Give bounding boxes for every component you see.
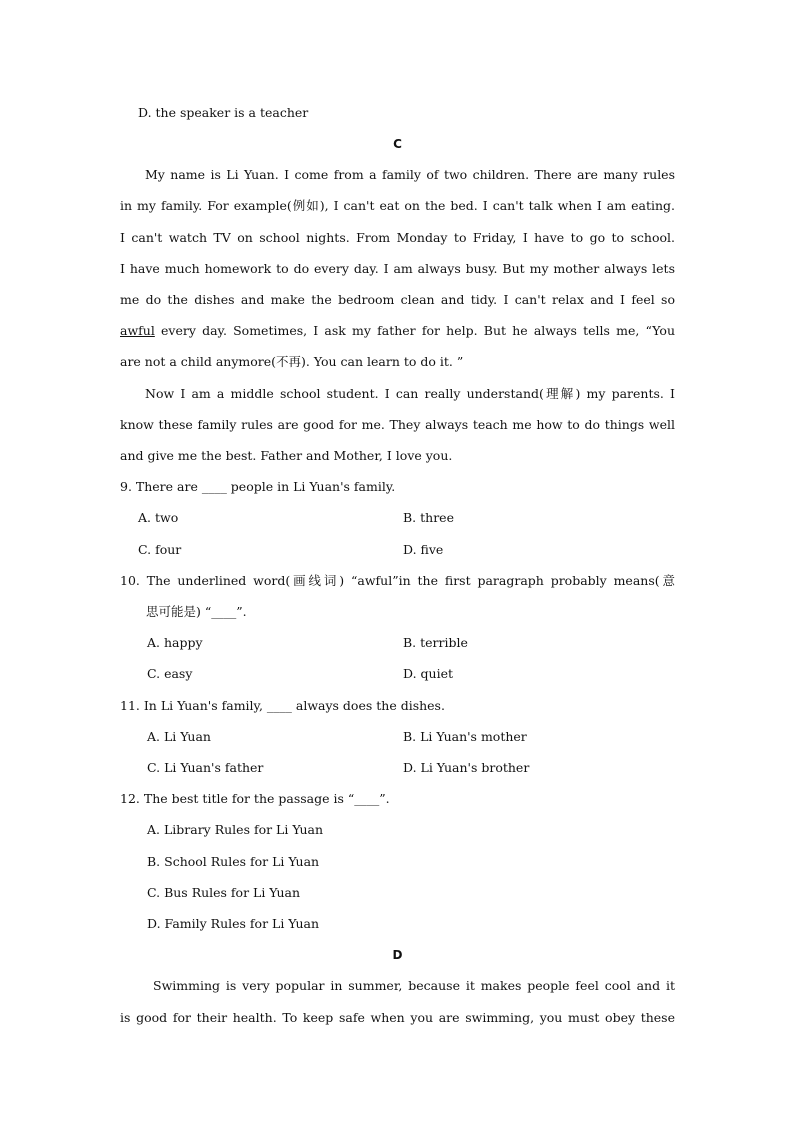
passage-d-line: is good for their health. To keep safe when you are swimming, you must obey these bbox=[120, 1010, 675, 1025]
question-10-stem: 10. The underlined word(画线词) “awful”in the first paragraph probably means(意 bbox=[120, 573, 675, 588]
question-10-option-b: B. terrible bbox=[403, 635, 468, 650]
question-10-stem-cont: 思可能是) “____”. bbox=[146, 604, 247, 619]
question-9-option-a: A. two bbox=[138, 510, 179, 525]
passage-c-line-rest: every day. Sometimes, I ask my father for help. But he always tells me, “You bbox=[154, 323, 675, 338]
passage-c-line: and give me the best. Father and Mother, I love you. bbox=[120, 448, 453, 463]
question-9-option-d: D. five bbox=[403, 542, 444, 557]
question-12-option-c: C. Bus Rules for Li Yuan bbox=[147, 885, 301, 900]
section-d-heading: D bbox=[392, 948, 403, 962]
question-12-stem: 12. The best title for the passage is “____”. bbox=[120, 791, 390, 806]
question-10-option-d: D. quiet bbox=[403, 666, 453, 681]
question-11-stem: 11. In Li Yuan's family, ____ always does the dishes. bbox=[120, 698, 445, 713]
passage-c-line: I can't watch TV on school nights. From Monday to Friday, I have to go to school. bbox=[120, 230, 675, 245]
passage-c-line-underlined bbox=[120, 323, 675, 339]
underlined-word-awful: awful bbox=[120, 323, 155, 338]
previous-option-d: D. the speaker is a teacher bbox=[138, 105, 309, 120]
question-9-option-b: B. three bbox=[403, 510, 454, 525]
question-12-option-a: A. Library Rules for Li Yuan bbox=[147, 822, 324, 837]
passage-c-line: are not a child anymore(不再). You can learn to do it. ” bbox=[120, 354, 464, 369]
section-c-heading: C bbox=[393, 137, 402, 151]
passage-c-line: in my family. For example(例如), I can't eat on the bed. I can't talk when I am eating. bbox=[120, 198, 675, 213]
question-9-stem: 9. There are ____ people in Li Yuan's family. bbox=[120, 479, 396, 494]
question-11-option-b: B. Li Yuan's mother bbox=[403, 729, 527, 744]
passage-c-line: know these family rules are good for me. They always teach me how to do things well bbox=[120, 417, 675, 432]
passage-c-line: My name is Li Yuan. I come from a family of two children. There are many rules bbox=[145, 167, 675, 182]
question-11-option-d: D. Li Yuan's brother bbox=[403, 760, 530, 775]
question-11-option-a: A. Li Yuan bbox=[147, 729, 211, 744]
question-10-option-a: A. happy bbox=[147, 635, 203, 650]
passage-c-line: me do the dishes and make the bedroom clean and tidy. I can't relax and I feel so bbox=[120, 292, 675, 307]
question-12-option-d: D. Family Rules for Li Yuan bbox=[147, 916, 320, 931]
passage-c-line: Now I am a middle school student. I can really understand(理解) my parents. I bbox=[145, 386, 675, 401]
question-12-option-b: B. School Rules for Li Yuan bbox=[147, 854, 320, 869]
question-10-option-c: C. easy bbox=[147, 666, 193, 681]
question-9-option-c: C. four bbox=[138, 542, 182, 557]
question-11-option-c: C. Li Yuan's father bbox=[147, 760, 264, 775]
passage-c-line: I have much homework to do every day. I am always busy. But my mother always lets bbox=[120, 261, 675, 276]
passage-d-line: Swimming is very popular in summer, because it makes people feel cool and it bbox=[153, 978, 675, 993]
